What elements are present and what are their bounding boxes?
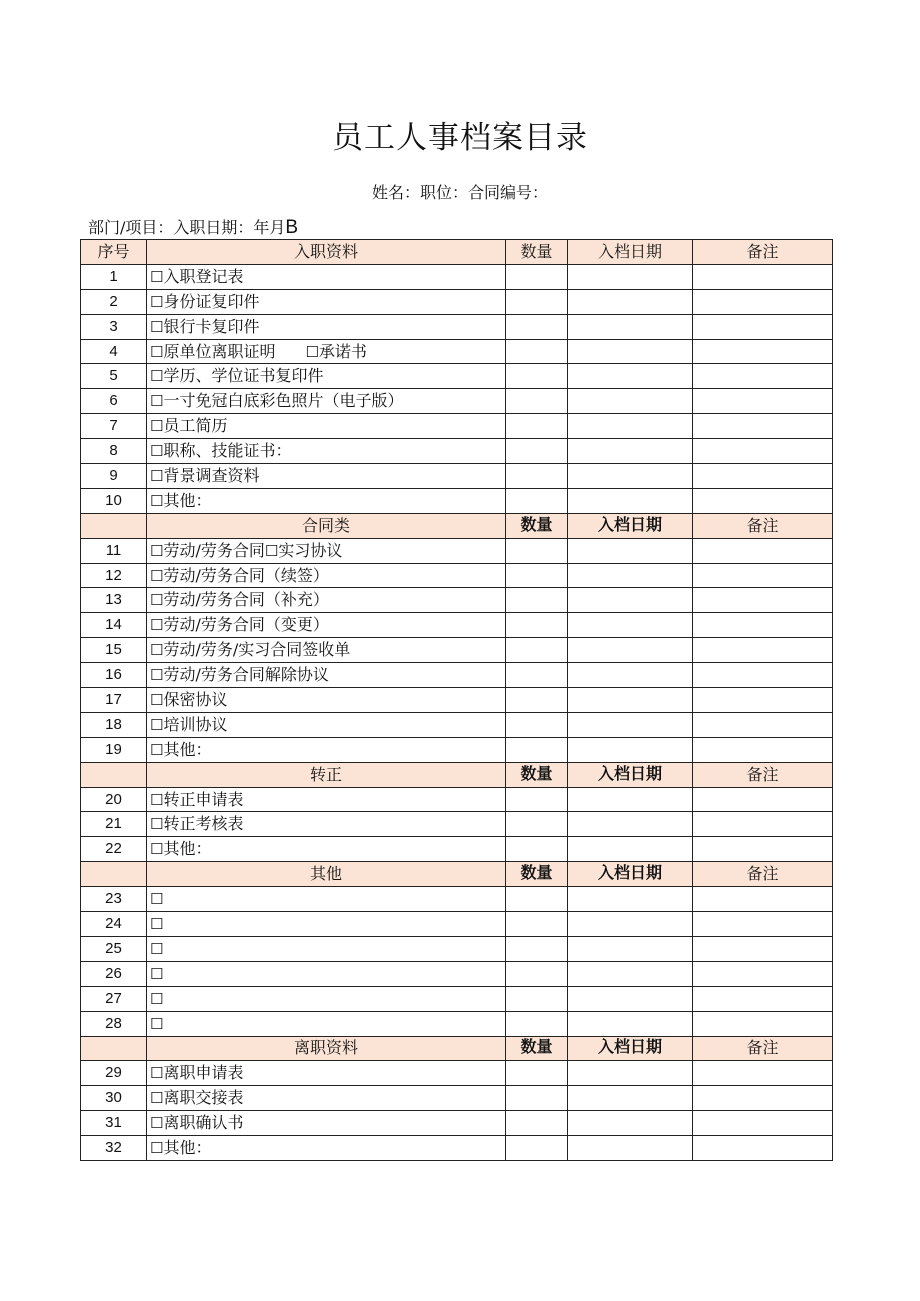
remarks-cell[interactable] (693, 663, 833, 688)
remarks-header-cell: 备注 (693, 240, 833, 265)
item-cell (147, 961, 506, 986)
archive-date-cell[interactable] (568, 613, 693, 638)
table-row (81, 613, 833, 638)
row-number: 21 (81, 812, 147, 837)
quantity-cell[interactable] (506, 887, 568, 912)
item-cell (147, 488, 506, 513)
section-header (81, 513, 833, 538)
section-title-cell: 入职资料 (147, 240, 506, 265)
remarks-cell[interactable] (693, 887, 833, 912)
item-label: 实习协议 (278, 540, 343, 560)
remarks-cell[interactable] (693, 613, 833, 638)
checkbox[interactable]: ☐ (150, 367, 164, 386)
checkbox[interactable]: ☐ (150, 417, 164, 436)
item-cell (147, 538, 506, 563)
item-label: 劳动/劳务合同（补充） (163, 590, 329, 610)
item-label: 身份证复印件 (163, 291, 260, 311)
row-number: 26 (81, 961, 147, 986)
checkbox[interactable]: ☐ (150, 566, 164, 585)
table-row (81, 737, 833, 762)
row-number: 4 (81, 339, 147, 364)
remarks-cell[interactable] (693, 314, 833, 339)
remarks-cell[interactable] (693, 1136, 833, 1161)
archive-date-header-cell: 入档日期 (568, 1036, 693, 1061)
checkbox[interactable]: ☐ (150, 616, 164, 635)
item-cell (147, 912, 506, 937)
row-number: 2 (81, 289, 147, 314)
checkbox[interactable]: ☐ (150, 442, 164, 461)
checkbox[interactable]: ☐ (150, 591, 164, 610)
row-number: 17 (81, 688, 147, 713)
checkbox[interactable]: ☐ (150, 1114, 164, 1133)
remarks-header-cell: 备注 (693, 513, 833, 538)
table-row (81, 688, 833, 713)
section-header (81, 1036, 833, 1061)
item-cell (147, 563, 506, 588)
quantity-cell[interactable] (506, 737, 568, 762)
archive-date-cell[interactable] (568, 364, 693, 389)
table-row (81, 1136, 833, 1161)
archive-table (80, 239, 833, 1161)
table-row (81, 264, 833, 289)
archive-date-header-cell: 入档日期 (568, 513, 693, 538)
row-number: 31 (81, 1111, 147, 1136)
table-row (81, 712, 833, 737)
checkbox[interactable]: ☐ (150, 392, 164, 411)
row-number: 12 (81, 563, 147, 588)
remarks-cell[interactable] (693, 439, 833, 464)
table-row (81, 787, 833, 812)
remarks-cell[interactable] (693, 488, 833, 513)
checkbox[interactable]: ☐ (150, 1139, 164, 1157)
item-label: 离职交接表 (163, 1088, 244, 1108)
archive-date-cell[interactable] (568, 314, 693, 339)
item-label: 其他： (163, 839, 212, 859)
item-cell (147, 1136, 506, 1161)
num-header-cell (81, 862, 147, 887)
remarks-cell[interactable] (693, 364, 833, 389)
row-number: 16 (81, 663, 147, 688)
section-title-cell: 转正 (147, 762, 506, 787)
item-cell (147, 986, 506, 1011)
item-label: 入职登记表 (163, 266, 244, 286)
archive-date-cell[interactable] (568, 389, 693, 414)
table-row (81, 364, 833, 389)
table-row (81, 986, 833, 1011)
section-title-cell: 合同类 (147, 513, 506, 538)
checkbox[interactable]: ☐ (150, 466, 164, 485)
item-cell (147, 439, 506, 464)
table-row (81, 663, 833, 688)
archive-date-cell[interactable] (568, 488, 693, 513)
remarks-cell[interactable] (693, 289, 833, 314)
checkbox[interactable]: ☐ (150, 641, 164, 660)
item-label: 背景调查资料 (163, 465, 260, 485)
department-date-text: 部门/项目：入职日期：年月 (88, 218, 286, 237)
item-label: 劳动/劳务/实习合同签收单 (163, 640, 351, 660)
remarks-cell[interactable] (693, 712, 833, 737)
item-label: 其他： (163, 1138, 212, 1157)
table-row (81, 389, 833, 414)
archive-date-cell[interactable] (568, 1086, 693, 1111)
row-number: 7 (81, 414, 147, 439)
archive-date-header-cell: 入档日期 (568, 762, 693, 787)
num-header-cell: 序号 (81, 240, 147, 265)
row-number: 13 (81, 588, 147, 613)
item-label: 离职申请表 (163, 1063, 244, 1083)
quantity-cell[interactable] (506, 712, 568, 737)
remarks-cell[interactable] (693, 588, 833, 613)
quantity-cell[interactable] (506, 688, 568, 713)
archive-date-cell[interactable] (568, 1111, 693, 1136)
item-label: 转正考核表 (163, 814, 244, 834)
remarks-cell[interactable] (693, 538, 833, 563)
item-label: 其他： (163, 490, 212, 510)
item-cell (147, 663, 506, 688)
table-row (81, 314, 833, 339)
row-number: 8 (81, 439, 147, 464)
archive-date-cell[interactable] (568, 787, 693, 812)
quantity-cell[interactable] (506, 613, 568, 638)
remarks-cell[interactable] (693, 812, 833, 837)
row-number: 9 (81, 464, 147, 489)
archive-date-cell[interactable] (568, 588, 693, 613)
quantity-cell[interactable] (506, 389, 568, 414)
item-cell (147, 712, 506, 737)
item-label: 离职确认书 (163, 1113, 244, 1133)
remarks-cell[interactable] (693, 1086, 833, 1111)
checkbox[interactable]: ☐ (150, 1014, 164, 1033)
row-number: 15 (81, 638, 147, 663)
table-row (81, 1011, 833, 1036)
num-header-cell (81, 513, 147, 538)
item-cell (147, 613, 506, 638)
remarks-header-cell: 备注 (693, 1036, 833, 1061)
checkbox[interactable]: ☐ (150, 666, 164, 685)
remarks-cell[interactable] (693, 787, 833, 812)
item-cell (147, 414, 506, 439)
archive-date-cell[interactable] (568, 1011, 693, 1036)
table-row (81, 1086, 833, 1111)
row-number: 3 (81, 314, 147, 339)
table-row (81, 464, 833, 489)
quantity-header-cell: 数量 (506, 762, 568, 787)
archive-date-cell[interactable] (568, 887, 693, 912)
table-row (81, 912, 833, 937)
checkbox[interactable]: ☐ (150, 491, 164, 510)
remarks-cell[interactable] (693, 688, 833, 713)
row-number: 18 (81, 712, 147, 737)
remarks-cell[interactable] (693, 737, 833, 762)
archive-date-header-cell: 入档日期 (568, 240, 693, 265)
remarks-cell[interactable] (693, 264, 833, 289)
row-number: 10 (81, 488, 147, 513)
table-row (81, 488, 833, 513)
quantity-cell[interactable] (506, 364, 568, 389)
archive-date-cell[interactable] (568, 912, 693, 937)
checkbox[interactable]: ☐ (150, 317, 164, 336)
item-cell (147, 688, 506, 713)
page-title: 员工人事档案目录 (332, 120, 588, 156)
item-cell (147, 638, 506, 663)
quantity-cell[interactable] (506, 837, 568, 862)
checkbox[interactable]: ☐ (150, 964, 164, 983)
quantity-cell[interactable] (506, 912, 568, 937)
item-label: 银行卡复印件 (163, 316, 260, 336)
table-row (81, 887, 833, 912)
checkbox[interactable]: ☐ (305, 342, 319, 361)
checkbox[interactable]: ☐ (150, 690, 164, 709)
item-label: 保密协议 (163, 689, 228, 709)
quantity-header-cell: 数量 (506, 862, 568, 887)
quantity-cell[interactable] (506, 961, 568, 986)
section-title-cell: 离职资料 (147, 1036, 506, 1061)
quantity-cell[interactable] (506, 936, 568, 961)
archive-date-cell[interactable] (568, 688, 693, 713)
row-number: 27 (81, 986, 147, 1011)
checkbox[interactable]: ☐ (150, 914, 164, 933)
remarks-cell[interactable] (693, 389, 833, 414)
department-date-line (88, 215, 298, 239)
row-number: 20 (81, 787, 147, 812)
table-row (81, 439, 833, 464)
quantity-cell[interactable] (506, 439, 568, 464)
checkbox[interactable]: ☐ (150, 342, 164, 361)
archive-date-cell[interactable] (568, 961, 693, 986)
row-number: 14 (81, 613, 147, 638)
item-label: 员工简历 (163, 416, 228, 436)
table-row (81, 837, 833, 862)
employee-info-line: 姓名：职位：合同编号： (371, 183, 548, 202)
checkbox[interactable]: ☐ (150, 790, 164, 809)
item-cell (147, 464, 506, 489)
remarks-cell[interactable] (693, 961, 833, 986)
archive-date-cell[interactable] (568, 339, 693, 364)
archive-date-cell[interactable] (568, 464, 693, 489)
archive-date-cell[interactable] (568, 563, 693, 588)
row-number: 23 (81, 887, 147, 912)
quantity-cell[interactable] (506, 1111, 568, 1136)
table-row (81, 1061, 833, 1086)
remarks-cell[interactable] (693, 339, 833, 364)
archive-date-cell[interactable] (568, 737, 693, 762)
archive-date-cell[interactable] (568, 638, 693, 663)
quantity-cell[interactable] (506, 339, 568, 364)
quantity-cell[interactable] (506, 1136, 568, 1161)
quantity-cell[interactable] (506, 812, 568, 837)
quantity-header-cell: 数量 (506, 1036, 568, 1061)
archive-date-cell[interactable] (568, 1136, 693, 1161)
checkbox[interactable]: ☐ (150, 1089, 164, 1108)
archive-date-cell[interactable] (568, 289, 693, 314)
archive-date-cell[interactable] (568, 264, 693, 289)
item-label: 劳动/劳务合同 (163, 540, 265, 560)
row-number: 30 (81, 1086, 147, 1111)
remarks-header-cell: 备注 (693, 762, 833, 787)
section-header (81, 762, 833, 787)
remarks-cell[interactable] (693, 1061, 833, 1086)
remarks-header-cell: 备注 (693, 862, 833, 887)
item-cell (147, 339, 506, 364)
table-row (81, 538, 833, 563)
checkbox[interactable]: ☐ (150, 541, 164, 560)
item-label: 承诺书 (318, 341, 367, 361)
checkbox[interactable]: ☐ (150, 840, 164, 859)
table-row (81, 812, 833, 837)
checkbox[interactable]: ☐ (150, 267, 164, 286)
item-label: 劳动/劳务合同（续签） (163, 565, 329, 585)
item-cell (147, 1086, 506, 1111)
checkbox[interactable]: ☐ (150, 292, 164, 311)
archive-date-cell[interactable] (568, 712, 693, 737)
quantity-cell[interactable] (506, 289, 568, 314)
quantity-cell[interactable] (506, 264, 568, 289)
quantity-cell[interactable] (506, 986, 568, 1011)
item-cell (147, 314, 506, 339)
item-cell (147, 812, 506, 837)
item-cell (147, 364, 506, 389)
item-cell (147, 837, 506, 862)
quantity-cell[interactable] (506, 464, 568, 489)
num-header-cell (81, 1036, 147, 1061)
quantity-header-cell: 数量 (506, 240, 568, 265)
quantity-cell[interactable] (506, 663, 568, 688)
item-cell (147, 936, 506, 961)
remarks-cell[interactable] (693, 464, 833, 489)
table-row (81, 588, 833, 613)
section-header (81, 240, 833, 265)
quantity-cell[interactable] (506, 488, 568, 513)
row-number: 29 (81, 1061, 147, 1086)
archive-date-cell[interactable] (568, 439, 693, 464)
table-row (81, 961, 833, 986)
item-label: 原单位离职证明 (163, 341, 276, 361)
table-row (81, 638, 833, 663)
remarks-cell[interactable] (693, 912, 833, 937)
archive-date-cell[interactable] (568, 837, 693, 862)
item-cell (147, 264, 506, 289)
table-row (81, 563, 833, 588)
item-label: 学历、学位证书复印件 (163, 366, 324, 386)
day-marker: B (285, 217, 299, 238)
item-label: 转正申请表 (163, 789, 244, 809)
row-number: 28 (81, 1011, 147, 1036)
item-cell (147, 389, 506, 414)
archive-date-cell[interactable] (568, 936, 693, 961)
table-row (81, 1111, 833, 1136)
item-cell (147, 1111, 506, 1136)
quantity-cell[interactable] (506, 1061, 568, 1086)
item-label: 职称、技能证书： (163, 441, 292, 461)
item-label: 培训协议 (163, 714, 228, 734)
num-header-cell (81, 762, 147, 787)
item-cell (147, 1011, 506, 1036)
item-cell (147, 588, 506, 613)
quantity-cell[interactable] (506, 563, 568, 588)
quantity-cell[interactable] (506, 588, 568, 613)
row-number: 1 (81, 264, 147, 289)
row-number: 25 (81, 936, 147, 961)
checkbox[interactable]: ☐ (264, 541, 279, 560)
checkbox[interactable]: ☐ (150, 890, 164, 909)
section-header (81, 862, 833, 887)
checkbox[interactable]: ☐ (150, 989, 164, 1008)
quantity-cell[interactable] (506, 638, 568, 663)
checkbox[interactable]: ☐ (150, 715, 164, 734)
checkbox[interactable]: ☐ (150, 939, 164, 958)
quantity-cell[interactable] (506, 1086, 568, 1111)
row-number: 6 (81, 389, 147, 414)
archive-date-cell[interactable] (568, 414, 693, 439)
row-number: 24 (81, 912, 147, 937)
row-number: 32 (81, 1136, 147, 1161)
remarks-cell[interactable] (693, 414, 833, 439)
archive-date-cell[interactable] (568, 986, 693, 1011)
item-label: 一寸免冠白底彩色照片（电子版） (163, 391, 404, 411)
section-title-cell: 其他 (147, 862, 506, 887)
checkbox[interactable]: ☐ (150, 740, 164, 759)
table-row (81, 414, 833, 439)
table-row (81, 339, 833, 364)
archive-date-cell[interactable] (568, 812, 693, 837)
item-cell (147, 787, 506, 812)
item-cell (147, 737, 506, 762)
row-number: 5 (81, 364, 147, 389)
archive-date-cell[interactable] (568, 538, 693, 563)
row-number: 11 (81, 538, 147, 563)
quantity-cell[interactable] (506, 1011, 568, 1036)
table-row (81, 936, 833, 961)
remarks-cell[interactable] (693, 638, 833, 663)
remarks-cell[interactable] (693, 936, 833, 961)
quantity-header-cell: 数量 (506, 513, 568, 538)
item-cell (147, 289, 506, 314)
item-label: 劳动/劳务合同（变更） (163, 615, 329, 635)
remarks-cell[interactable] (693, 1111, 833, 1136)
quantity-cell[interactable] (506, 787, 568, 812)
row-number: 19 (81, 737, 147, 762)
item-cell (147, 887, 506, 912)
remarks-cell[interactable] (693, 1011, 833, 1036)
item-cell (147, 1061, 506, 1086)
remarks-cell[interactable] (693, 837, 833, 862)
archive-date-cell[interactable] (568, 663, 693, 688)
archive-date-header-cell: 入档日期 (568, 862, 693, 887)
checkbox[interactable]: ☐ (150, 1064, 164, 1083)
quantity-cell[interactable] (506, 538, 568, 563)
quantity-cell[interactable] (506, 414, 568, 439)
archive-date-cell[interactable] (568, 1061, 693, 1086)
table-row (81, 289, 833, 314)
item-label: 其他： (163, 739, 212, 759)
quantity-cell[interactable] (506, 314, 568, 339)
item-label: 劳动/劳务合同解除协议 (163, 665, 329, 685)
remarks-cell[interactable] (693, 563, 833, 588)
checkbox[interactable]: ☐ (150, 815, 164, 834)
remarks-cell[interactable] (693, 986, 833, 1011)
row-number: 22 (81, 837, 147, 862)
